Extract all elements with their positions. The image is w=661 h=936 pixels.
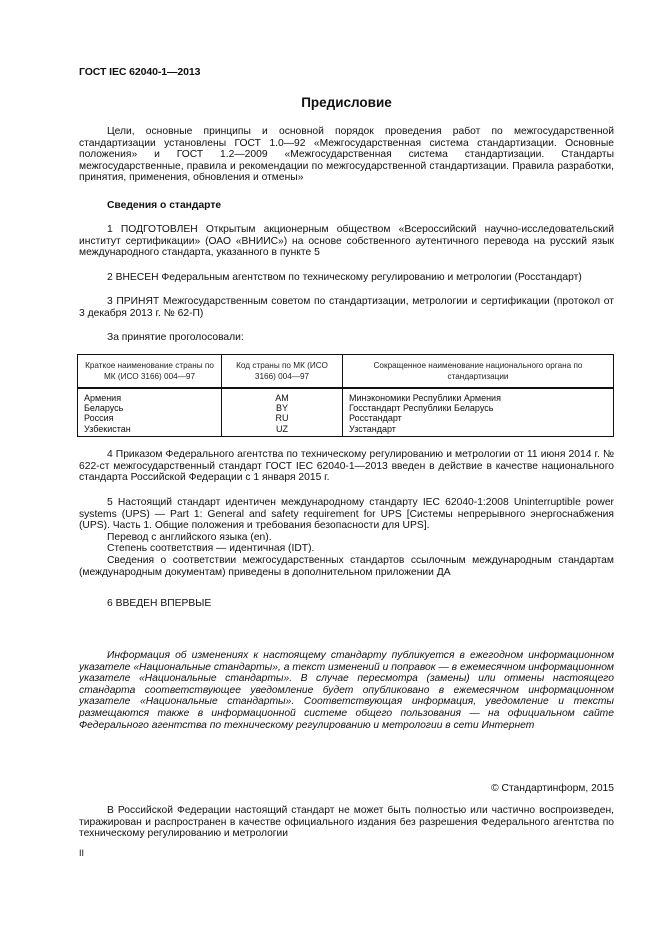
table-row [78, 403, 614, 413]
column-header-body: Сокращенное наименование национального органа по стандартизации [343, 355, 614, 389]
table-header-row [78, 355, 614, 389]
item-4: 4 Приказом Федерального агентства по техническому регулированию и метрологии от 11 июня 2014 г. № 622-ст межгосударственный стандарт ГОСТ IEC 62040-1—2013 введен в действие в качестве национального стандарта Российской Федерации с 1 января 2015 г. [79, 449, 614, 484]
table-row [78, 424, 614, 437]
code-cell: BY [222, 403, 343, 413]
item-5-translation: Перевод с английского языка (en). [107, 531, 272, 543]
item-2: 2 ВНЕСЕН Федеральным агентством по техническому регулированию и метрологии (Росстандарт) [107, 272, 582, 283]
body-cell: Узстандарт [343, 424, 614, 437]
vote-intro: За принятие проголосовали: [107, 332, 244, 343]
code-cell: UZ [222, 424, 343, 437]
body-cell: Минэкономики Республики Армения [343, 388, 614, 403]
item-1: 1 ПОДГОТОВЛЕН Открытым акционерным обществом «Всероссийский научно-исследовательский институт сертификации» (ОАО «ВНИИС») на основе собственного аутентичного перевода на русский язык международного стандарта, указанного в пункте 5 [79, 224, 614, 259]
item-5-text: 5 Настоящий стандарт идентичен международному стандарту IEC 62040-1:2008 Uninterruptible power systems (UPS) — Part 1: General and safety requirement for UPS [Системы непрерывного энергоснабжения (UPS). Часть 1. Общие положения и требования безопасности для UPS]. [79, 497, 614, 532]
document-code: ГОСТ IEC 62040-1—2013 [79, 66, 201, 78]
table-row [78, 388, 614, 403]
code-cell: AM [222, 388, 343, 403]
changes-notice: Информация об изменениях к настоящему стандарту публикуется в ежегодном информационном указателе «Национальные стандарты», а текст изменений и поправок — в ежемесячном информационном указателе «Национальные стандарты». В случае пересмотра (замены) или отмены настоящего стандарта соответствующее уведомление будет опубликовано в ежемесячном информационном указателе «Национальные стандарты». Соответствующая информация, уведомление и тексты размещаются также в информационной системе общего пользования — на официальном сайте Федерального агентства по техническому регулированию и метрологии в сети Интернет [79, 650, 614, 731]
copyright: © Стандартинформ, 2015 [491, 783, 614, 794]
voting-table [77, 354, 614, 437]
country-cell: Армения [78, 388, 222, 403]
reproduction-notice: В Российской Федерации настоящий стандарт не может быть полностью или частично воспроизведен, тиражирован и распространен в качестве официального издания без разрешения Федерального агентства по техническому регулированию и метрологии [79, 805, 614, 840]
item-5-degree: Степень соответствия — идентичная (IDT). [107, 543, 315, 555]
intro-paragraph: Цели, основные принципы и основной порядок проведения работ по межгосударственной стандартизации установлены ГОСТ 1.0—92 «Межгосударственная система стандартизации. Основные положения» и ГОСТ 1.2—2009 «Межгосударственная система стандартизации. Стандарты межгосударственные, правила и рекомендации по межгосударственной стандартизации. Правила разработки, принятия, применения, обновления и отмены» [79, 126, 614, 184]
country-cell: Узбекистан [78, 424, 222, 437]
column-header-country: Краткое наименование страны по МК (ИСО 3166) 004—97 [78, 355, 222, 389]
body-cell: Росстандарт [343, 413, 614, 423]
item-5 [79, 497, 614, 578]
country-cell: Россия [78, 413, 222, 423]
page-number: II [79, 848, 85, 858]
section-heading: Сведения о стандарте [107, 200, 222, 211]
item-5-references: Сведения о соответствии межгосударственных стандартов ссылочным международным стандартам (международным документам) приведены в дополнительном приложении ДА [79, 554, 614, 578]
item-3: 3 ПРИНЯТ Межгосударственным советом по стандартизации, метрологии и сертификации (протокол от 3 декабря 2013 г. № 62-П) [79, 296, 614, 319]
code-cell: RU [222, 413, 343, 423]
column-header-code: Код страны по МК (ИСО 3166) 004—97 [222, 355, 343, 389]
body-cell: Госстандарт Республики Беларусь [343, 403, 614, 413]
page-title: Предисловие [301, 95, 392, 110]
table-row [78, 413, 614, 423]
country-cell: Беларусь [78, 403, 222, 413]
item-6: 6 ВВЕДЕН ВПЕРВЫЕ [107, 598, 212, 609]
